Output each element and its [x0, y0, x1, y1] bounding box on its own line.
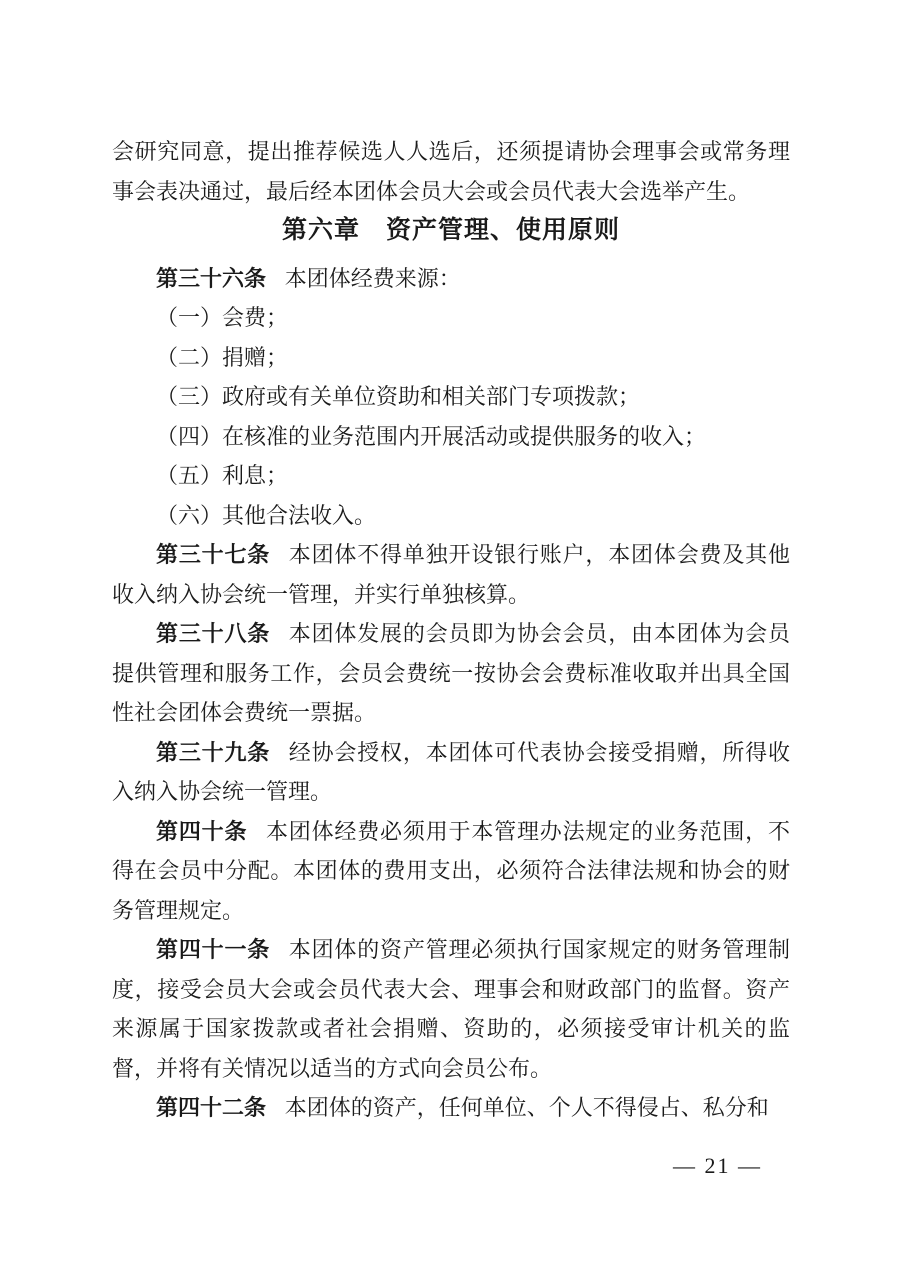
article-number: 第三十六条: [156, 265, 267, 291]
continuation-paragraph: 会研究同意，提出推荐候选人人选后，还须提请协会理事会或常务理事会表决通过，最后经本团体会员大会或会员代表大会选举产生。: [112, 139, 790, 204]
article-paragraph: [112, 614, 790, 733]
list-item-text: （一）会费；: [156, 305, 289, 330]
article-number: 第三十八条: [156, 621, 271, 646]
list-item: [112, 338, 790, 378]
article-number: 第四十条: [156, 818, 248, 844]
article-number: 第三十七条: [156, 542, 271, 567]
list-item: [112, 298, 790, 338]
article-number: 第四十一条: [156, 937, 271, 962]
list-item: [112, 496, 790, 536]
list-item: [112, 417, 790, 457]
article-paragraph: [112, 1088, 790, 1128]
article-text: 本团体的资产管理必须执行国家规定的财务管理制度，接受会员大会或会员代表大会、理事会和财政部门的监督。资产来源属于国家拨款或者社会捐赠、资助的，必须接受审计机关的监督，并将有关情况以适当的方式向会员公布。: [112, 937, 790, 1081]
article-text: 本团体经费必须用于本管理办法规定的业务范围，不得在会员中分配。本团体的费用支出，必须符合法律法规和协会的财务管理规定。: [112, 818, 790, 923]
article-paragraph: [112, 733, 790, 812]
list-item-text: （六）其他合法收入。: [156, 502, 377, 528]
article-text: 经协会授权，本团体可代表协会接受捐赠，所得收入纳入协会统一管理。: [112, 739, 790, 804]
article-paragraph: [112, 812, 790, 931]
list-item-text: （四）在核准的业务范围内开展活动或提供服务的收入；: [156, 423, 707, 449]
document-body: [112, 132, 790, 1128]
chapter-heading: 第六章 资产管理、使用原则: [281, 216, 620, 244]
article-number: 第四十二条: [156, 1095, 267, 1120]
list-item-text: （五）利息；: [156, 463, 289, 488]
list-item: [112, 377, 790, 417]
article-text: 本团体的资产，任何单位、个人不得侵占、私分和: [284, 1095, 769, 1120]
article-text: 本团体不得单独开设银行账户，本团体会费及其他收入纳入协会统一管理，并实行单独核算。: [112, 542, 790, 607]
article-text: 本团体经费来源：: [284, 265, 461, 291]
article-text: 本团体发展的会员即为协会会员，由本团体为会员提供管理和服务工作，会员会费统一按协会会费标准收取并出具全国性社会团体会费统一票据。: [112, 621, 790, 725]
article-paragraph: [112, 259, 790, 299]
list-item: [112, 456, 790, 496]
page-number: — 21 —: [673, 1153, 762, 1178]
article-paragraph: [112, 930, 790, 1088]
article-number: 第三十九条: [156, 739, 271, 765]
article-paragraph: [112, 535, 790, 614]
list-item-text: （二）捐赠；: [156, 344, 289, 370]
list-item-text: （三）政府或有关单位资助和相关部门专项拨款；: [156, 384, 641, 409]
